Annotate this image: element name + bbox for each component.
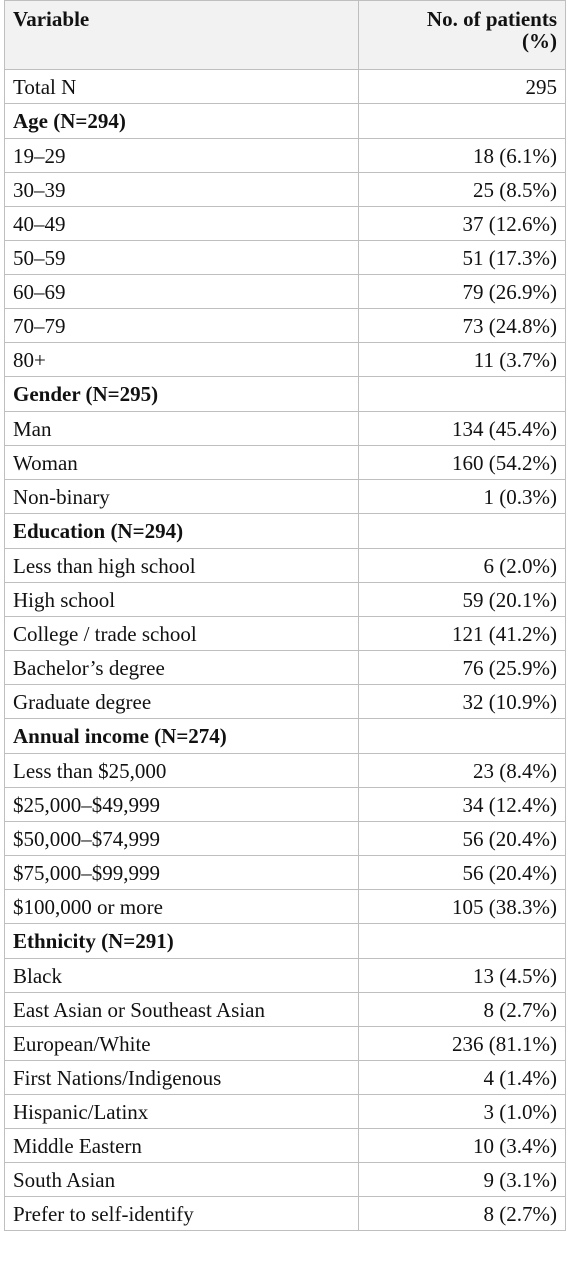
table-row bbox=[5, 583, 566, 617]
row-value: 76 (25.9%) bbox=[359, 651, 566, 685]
row-value: 79 (26.9%) bbox=[359, 275, 566, 309]
row-label: 80+ bbox=[5, 343, 359, 377]
row-label: First Nations/Indigenous bbox=[5, 1061, 359, 1095]
row-value: 10 (3.4%) bbox=[359, 1129, 566, 1163]
section-header-annual bbox=[5, 719, 566, 754]
table-row bbox=[5, 446, 566, 480]
section-empty-cell bbox=[359, 514, 566, 549]
row-value: 59 (20.1%) bbox=[359, 583, 566, 617]
section-title: Education (N=294) bbox=[5, 514, 359, 549]
row-value: 56 (20.4%) bbox=[359, 856, 566, 890]
row-value: 121 (41.2%) bbox=[359, 617, 566, 651]
row-value: 11 (3.7%) bbox=[359, 343, 566, 377]
row-label: 30–39 bbox=[5, 173, 359, 207]
row-value: 73 (24.8%) bbox=[359, 309, 566, 343]
section-header-age bbox=[5, 104, 566, 139]
row-label: Woman bbox=[5, 446, 359, 480]
row-value: 105 (38.3%) bbox=[359, 890, 566, 924]
row-label: College / trade school bbox=[5, 617, 359, 651]
row-label: High school bbox=[5, 583, 359, 617]
section-title: Gender (N=295) bbox=[5, 377, 359, 412]
table-row bbox=[5, 959, 566, 993]
table-row bbox=[5, 856, 566, 890]
row-value: 51 (17.3%) bbox=[359, 241, 566, 275]
header-patients bbox=[359, 1, 566, 70]
row-value: 9 (3.1%) bbox=[359, 1163, 566, 1197]
table-row bbox=[5, 343, 566, 377]
row-value: 56 (20.4%) bbox=[359, 822, 566, 856]
section-empty-cell bbox=[359, 719, 566, 754]
row-value: 23 (8.4%) bbox=[359, 754, 566, 788]
row-value: 236 (81.1%) bbox=[359, 1027, 566, 1061]
row-label: Graduate degree bbox=[5, 685, 359, 719]
row-value: 160 (54.2%) bbox=[359, 446, 566, 480]
row-label: South Asian bbox=[5, 1163, 359, 1197]
row-value: 134 (45.4%) bbox=[359, 412, 566, 446]
row-label: $100,000 or more bbox=[5, 890, 359, 924]
table-row bbox=[5, 993, 566, 1027]
section-header-education bbox=[5, 514, 566, 549]
table-row bbox=[5, 173, 566, 207]
row-value: 8 (2.7%) bbox=[359, 993, 566, 1027]
table-row bbox=[5, 241, 566, 275]
table-body bbox=[5, 70, 566, 1231]
row-label: Non-binary bbox=[5, 480, 359, 514]
row-label: 60–69 bbox=[5, 275, 359, 309]
row-value: 13 (4.5%) bbox=[359, 959, 566, 993]
table-row bbox=[5, 1095, 566, 1129]
row-label: Hispanic/Latinx bbox=[5, 1095, 359, 1129]
row-label: $25,000–$49,999 bbox=[5, 788, 359, 822]
row-value: 32 (10.9%) bbox=[359, 685, 566, 719]
table-row bbox=[5, 788, 566, 822]
section-header-ethnicity bbox=[5, 924, 566, 959]
table-row bbox=[5, 1197, 566, 1231]
header-row bbox=[5, 1, 566, 70]
table-row bbox=[5, 822, 566, 856]
row-label: Bachelor’s degree bbox=[5, 651, 359, 685]
table-row bbox=[5, 480, 566, 514]
row-label: $75,000–$99,999 bbox=[5, 856, 359, 890]
section-title: Annual income (N=274) bbox=[5, 719, 359, 754]
row-label: Less than $25,000 bbox=[5, 754, 359, 788]
table-row bbox=[5, 754, 566, 788]
row-label: East Asian or Southeast Asian bbox=[5, 993, 359, 1027]
section-title: Age (N=294) bbox=[5, 104, 359, 139]
row-value: 25 (8.5%) bbox=[359, 173, 566, 207]
row-label: 50–59 bbox=[5, 241, 359, 275]
table-row bbox=[5, 139, 566, 173]
section-empty-cell bbox=[359, 104, 566, 139]
row-value: 37 (12.6%) bbox=[359, 207, 566, 241]
row-value: 18 (6.1%) bbox=[359, 139, 566, 173]
header-patients-line1: No. of patients bbox=[426, 7, 557, 31]
table-row bbox=[5, 309, 566, 343]
row-label: 70–79 bbox=[5, 309, 359, 343]
table-row bbox=[5, 1129, 566, 1163]
row-value: 6 (2.0%) bbox=[359, 549, 566, 583]
total-row bbox=[5, 70, 566, 104]
row-label: $50,000–$74,999 bbox=[5, 822, 359, 856]
table-row bbox=[5, 1163, 566, 1197]
table-row bbox=[5, 651, 566, 685]
row-value: 4 (1.4%) bbox=[359, 1061, 566, 1095]
demographics-table bbox=[4, 0, 566, 1231]
row-value: 34 (12.4%) bbox=[359, 788, 566, 822]
table-row bbox=[5, 617, 566, 651]
row-label: Prefer to self-identify bbox=[5, 1197, 359, 1231]
total-label: Total N bbox=[5, 70, 359, 104]
table-header bbox=[5, 1, 566, 70]
row-label: European/White bbox=[5, 1027, 359, 1061]
table-row bbox=[5, 1061, 566, 1095]
table-row bbox=[5, 207, 566, 241]
table-row bbox=[5, 549, 566, 583]
table-row bbox=[5, 412, 566, 446]
table-row bbox=[5, 685, 566, 719]
table-row bbox=[5, 275, 566, 309]
table-row bbox=[5, 1027, 566, 1061]
row-label: Black bbox=[5, 959, 359, 993]
header-patients-line2: (%) bbox=[522, 29, 557, 53]
table-row bbox=[5, 890, 566, 924]
section-empty-cell bbox=[359, 924, 566, 959]
section-header-gender bbox=[5, 377, 566, 412]
row-value: 1 (0.3%) bbox=[359, 480, 566, 514]
row-value: 3 (1.0%) bbox=[359, 1095, 566, 1129]
total-value: 295 bbox=[359, 70, 566, 104]
section-title: Ethnicity (N=291) bbox=[5, 924, 359, 959]
row-label: Man bbox=[5, 412, 359, 446]
row-label: 40–49 bbox=[5, 207, 359, 241]
row-value: 8 (2.7%) bbox=[359, 1197, 566, 1231]
row-label: Middle Eastern bbox=[5, 1129, 359, 1163]
header-variable: Variable bbox=[5, 1, 359, 70]
row-label: 19–29 bbox=[5, 139, 359, 173]
row-label: Less than high school bbox=[5, 549, 359, 583]
section-empty-cell bbox=[359, 377, 566, 412]
